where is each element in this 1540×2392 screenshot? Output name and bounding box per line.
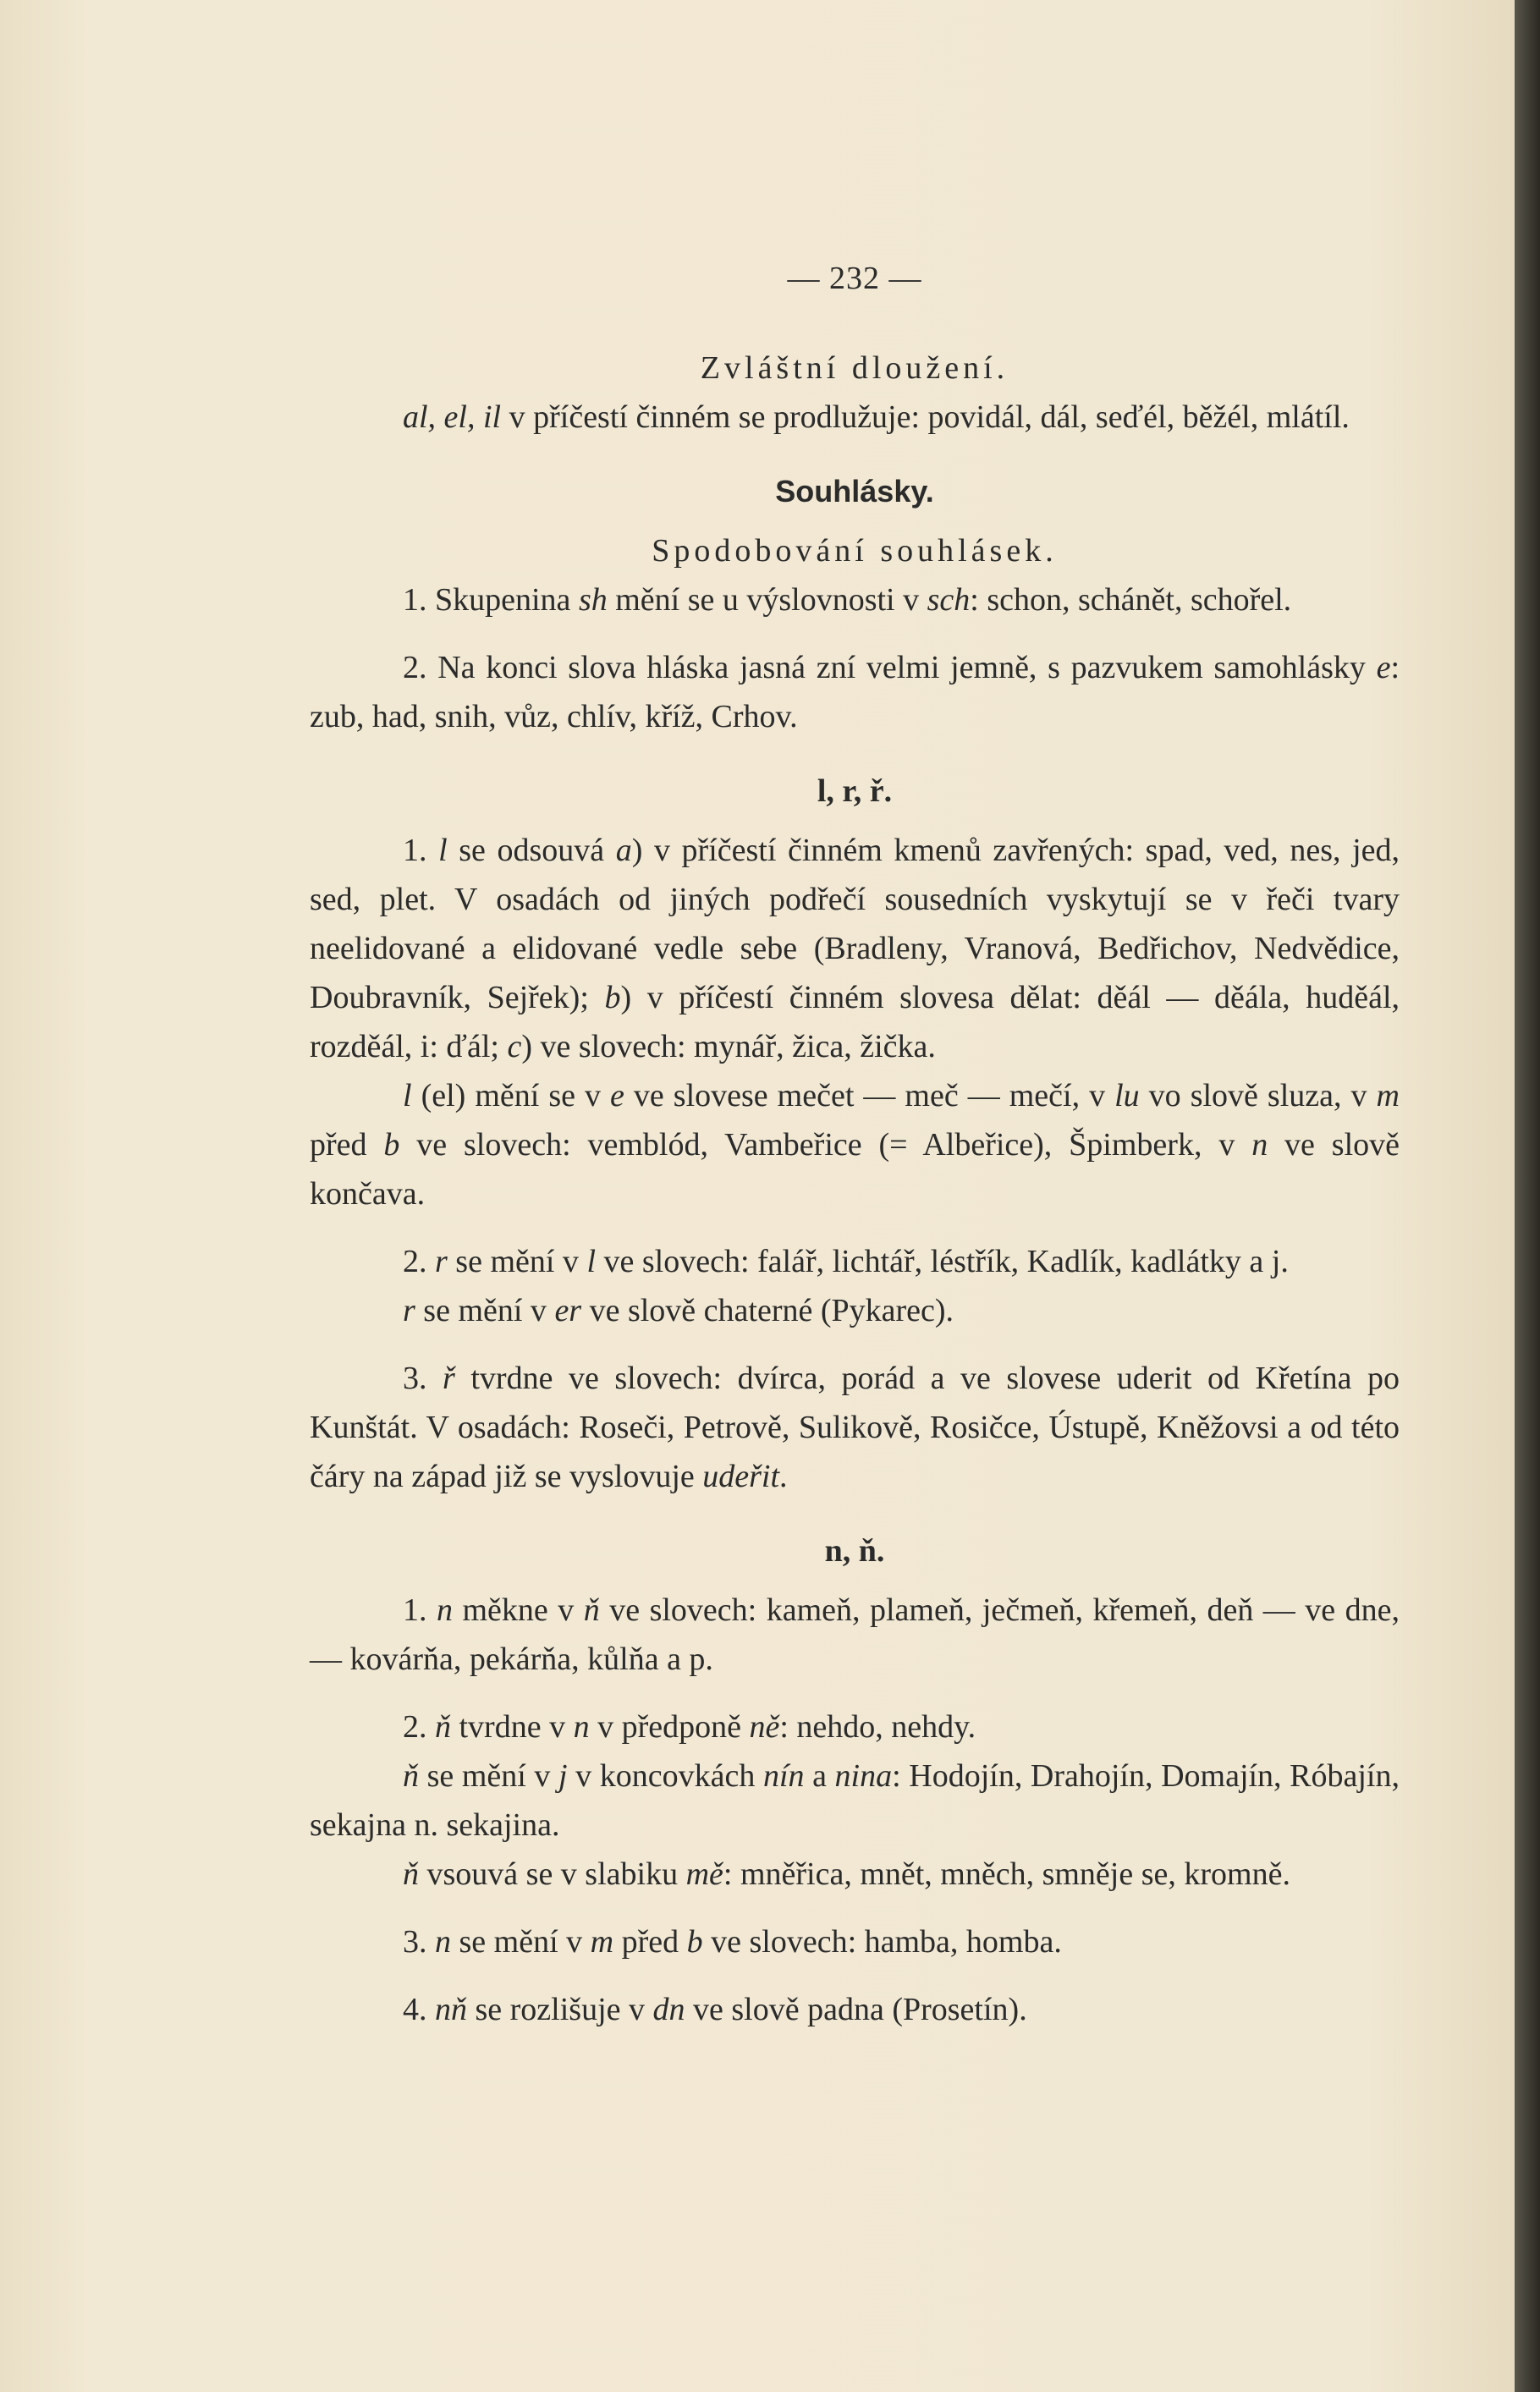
- paragraph-long-vowels: al, el, il v příčestí činném se prodlužuje: povidál, dál, seďél, běžél, mlátíl.: [403, 399, 1350, 435]
- paragraph-n-1: 1. n měkne v ň ve slovech: kameň, plameň, ječmeň, křemeň, deň — ve dne, — kovárňa, pekárňa, kůlňa a p.: [310, 1592, 1400, 1677]
- paragraph-n-5: 3. n se mění v m před b ve slovech: hamba, homba.: [403, 1924, 1062, 1960]
- paragraph-assimilation-2: 2. Na konci slova hláska jasná zní velmi jemně, s pazvukem samohlásky e: zub, had, snih, vůz, chlív, kříž, Crhov.: [310, 650, 1400, 734]
- heading-consonants: Souhlásky.: [775, 474, 934, 509]
- heading-l-r: l, r, ř.: [817, 773, 893, 809]
- page-number: — 232 —: [787, 261, 922, 296]
- paragraph-n-6: 4. nň se rozlišuje v dn ve slově padna (Prosetín).: [403, 1992, 1027, 2027]
- heading-n: n, ň.: [824, 1533, 885, 1569]
- paragraph-r-1: 2. r se mění v l ve slovech: falář, lichtář, léstřík, Kadlík, kadlátky a j.: [403, 1244, 1289, 1279]
- paragraph-n-3: ň se mění v j v koncovkách nín a nina: Hodojín, Drahojín, Domajín, Róbajín, sekajna n. sekajina.: [310, 1758, 1400, 1843]
- paragraph-r-2: r se mění v er ve slově chaterné (Pykarec).: [403, 1293, 954, 1328]
- heading-long-vowels: Zvláštní dloužení.: [700, 350, 1009, 386]
- page-text: [310, 254, 1400, 2034]
- heading-assimilation: Spodobování souhlásek.: [652, 533, 1058, 569]
- paragraph-l-2: l (el) mění se v e ve slovese mečet — meč — mečí, v lu vo slově sluza, v m před b ve slovech: vemblód, Vambeřice (= Albeřice), Špimberk, v n ve slově končava.: [310, 1078, 1400, 1212]
- paragraph-assimilation-1: 1. Skupenina sh mění se u výslovnosti v sch: schon, schánět, schořel.: [403, 582, 1292, 618]
- paragraph-r-3: 3. ř tvrdne ve slovech: dvírca, porád a ve slovese uderit od Křetína po Kunštát. V osadách: Roseči, Petrově, Sulikově, Rosičce, Ústupě, Kněžovsi a od této čáry na západ již se vyslovuje udeřit.: [310, 1361, 1400, 1494]
- paragraph-n-4: ň vsouvá se v slabiku mě: mněřica, mnět, mněch, smněje se, kromně.: [403, 1856, 1290, 1892]
- paragraph-n-2: 2. ň tvrdne v n v předponě ně: nehdo, nehdy.: [403, 1709, 976, 1745]
- paragraph-l-1: 1. l se odsouvá a) v příčestí činném kmenů zavřených: spad, ved, nes, jed, sed, plet. V osadách od jiných podřečí sousedních vyskytují se v řeči tvary neelidované a elidované vedle sebe (Bradleny, Vranová, Bedřichov, Nedvědice, Doubravník, Sejřek); b) v příčestí činném slovesa dělat: děál — děála, huděál, rozděál, i: ďál; c) ve slovech: mynář, žica, žička.: [310, 833, 1400, 1064]
- book-spine-edge: [1515, 0, 1540, 2392]
